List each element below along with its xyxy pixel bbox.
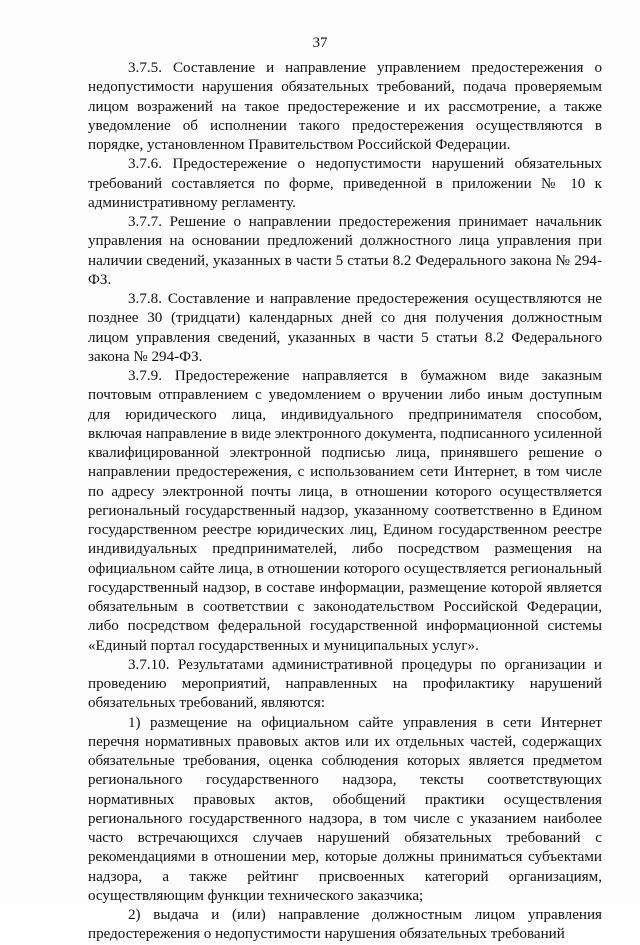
paragraph-3-7-8: 3.7.8. Составление и направление предостережения осуществляются не позднее 30 (тридцати) календарных дней со дня получения должностным лицом управления сведений, указанных в части 5 статьи 8.2 Федерального закона № 294-ФЗ.: [88, 291, 602, 365]
document-body: [88, 59, 602, 945]
paragraph-3-7-6: 3.7.6. Предостережение о недопустимости нарушений обязательных требований составляется по форме, приведенной в приложении № 10 к административному регламенту.: [88, 156, 602, 211]
page-number: 37: [312, 35, 328, 51]
list-item-1: 1) размещение на официальном сайте управления в сети Интернет перечня нормативных правовых актов или их отдельных частей, содержащих обязательные требования, оценка соблюдения которых является предметом регионального государственного надзора, тексты соответствующих нормативных правовых актов, обобщений практики осуществления регионального государственного надзора, в том числе с указанием наиболее часто встречающихся случаев нарушений обязательных требований с рекомендациями в отношении мер, которые должны приниматься субъектами надзора, а также рейтинг присвоенных категорий организациям, осуществляющим функции технического заказчика;: [88, 714, 602, 904]
paragraph-3-7-5: 3.7.5. Составление и направление управлением предостережения о недопустимости нарушения обязательных требований, подача проверяемым лицом возражений на такое предостережение и их рассмотрение, а также уведомление об исполнении такого предостережения осуществляются в порядке, установленном Правительством Российской Федерации.: [88, 60, 602, 153]
paragraph-3-7-10: 3.7.10. Результатами административной процедуры по организации и проведению мероприятий, направленных на профилактику нарушений обязательных требований, являются:: [88, 656, 602, 712]
paragraph-3-7-7: 3.7.7. Решение о направлении предостережения принимает начальник управления на основании предложений должностного лица управления при наличии сведений, указанных в части 5 статьи 8.2 Федерального закона № 294-ФЗ.: [88, 214, 602, 288]
paragraph-3-7-9: 3.7.9. Предостережение направляется в бумажном виде заказным почтовым отправлением с уведомлением о вручении либо иным доступным для юридического лица, индивидуального предпринимателя способом, включая направление в виде электронного документа, подписанного усиленной квалифицированной электронной подписью лица, принявшего решение о направлении предостережения, с использованием сети Интернет, в том числе по адресу электронной почты лица, в отношении которого осуществляется региональный государственный надзор, указанному соответственно в Едином государственном реестре юридических лиц, Едином государственном реестре индивидуальных предпринимателей, либо посредством размещения на официальном сайте лица, в отношении которого осуществляется региональный государственный надзор, в составе информации, размещение которой является обязательным в соответствии с законодательством Российской Федерации, либо посредством федеральной государственной информационной системы «Единый портал государственных и муниципальных услуг».: [88, 368, 602, 654]
list-item-2: 2) выдача и (или) направление должностным лицом управления предостережения о недопустимости нарушения обязательных требований: [88, 907, 602, 943]
